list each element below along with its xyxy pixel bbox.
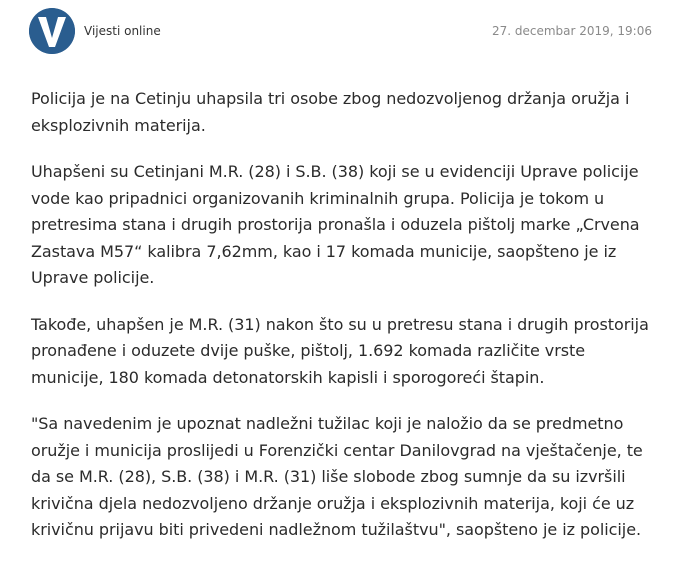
- article-paragraph-4: "Sa navedenim je upoznat nadležni tužilac koji je naložio da se predmetno oružje i municija proslijedi u Forenzički centar Danilovgrad na vještačenje, te da se M.R. (28), S.B. (38) i M.R. (31) liše slobode zbog sumnje da su izvršili krivična djela nedozvoljeno držanje oružja i eksplozivnih materija, koji će uz krivičnu prijavu biti privedeni nadležnom tužilaštvu", saopšteno je iz policije.: [31, 414, 643, 539]
- source-logo[interactable]: [29, 8, 75, 54]
- article-paragraph-2: Uhapšeni su Cetinjani M.R. (28) i S.B. (38) koji se u evidenciji Uprave policije vode kao pripadnici organizovanih kriminalnih grupa. Policija je tokom u pretresima stana i drugih prostorija pronašla i oduzela pištolj marke „Crvena Zastava M57“ kalibra 7,62mm, kao i 17 komada municije, saopšteno je iz Uprave policije.: [31, 162, 640, 287]
- source-name[interactable]: Vijesti online: [84, 24, 161, 38]
- article-paragraph-3: Takođe, uhapšen je M.R. (31) nakon što su u pretresu stana i drugih prostorija pronađene i oduzete dvije puške, pištolj, 1.692 komada različite vrste municije, 180 komada detonatorskih kapisli i sporogoreći štapin.: [31, 314, 649, 387]
- post-timestamp[interactable]: 27. decembar 2019, 19:06: [491, 24, 652, 38]
- article-paragraph-1: Policija je na Cetinju uhapsila tri osobe zbog nedozvoljenog držanja oružja i eksplozivnih materija.: [31, 89, 630, 135]
- post-header: [0, 0, 684, 64]
- v-logo-icon: [29, 8, 75, 54]
- article-body: [31, 86, 661, 564]
